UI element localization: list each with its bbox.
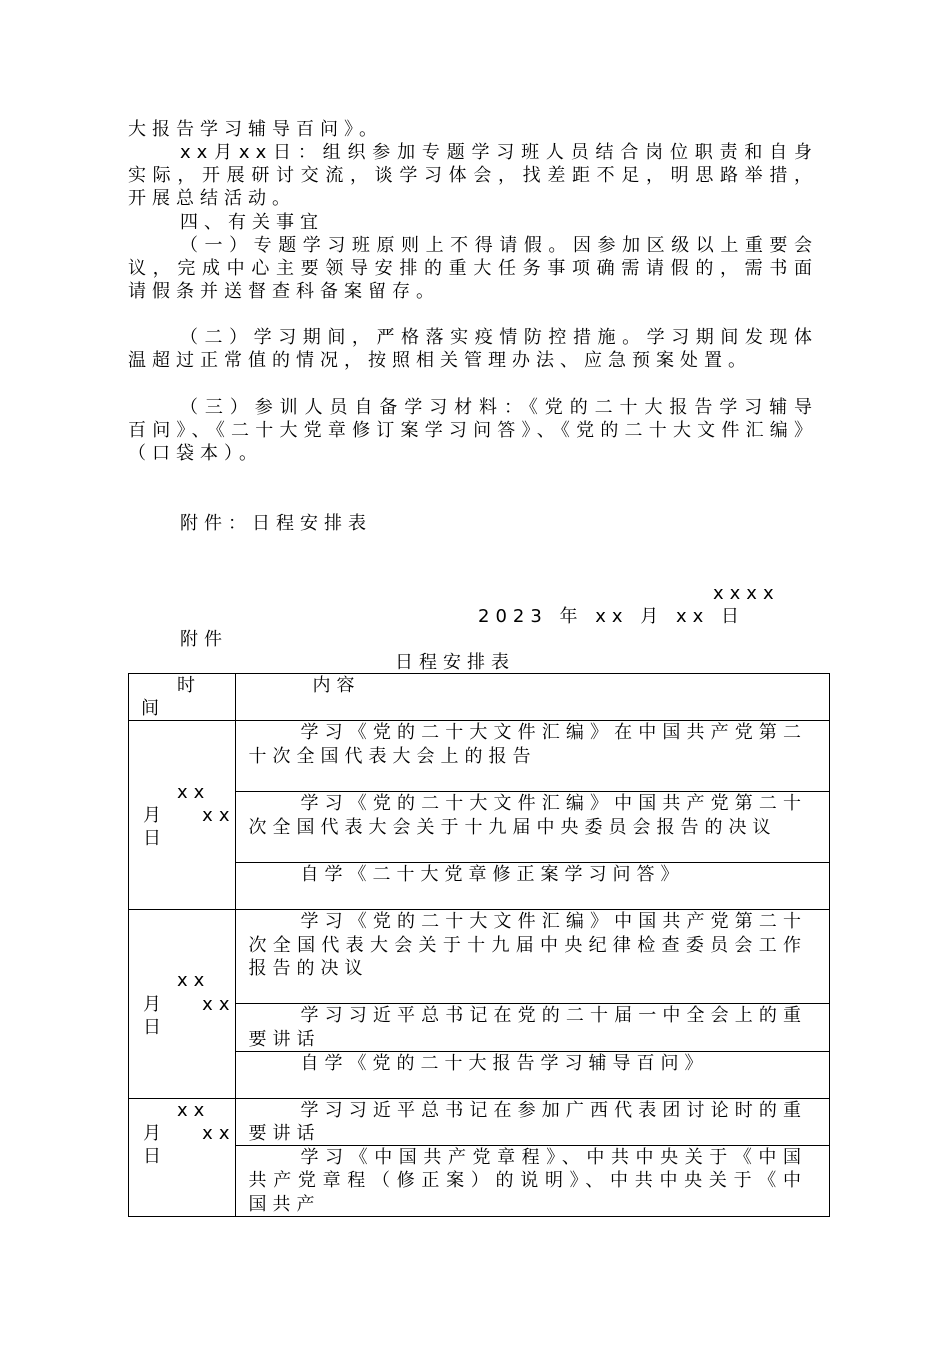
date-month: 月 xx [143,804,236,826]
schedule-item: 学习《中国共产党章程》、中共中央关于《中国共产党章程（修正案）的说明》、中共中央关于《中国共产 [248,1147,807,1215]
header-content-cell [236,674,830,721]
signature-org: xxxx [713,583,780,604]
header-time-1: 时 [177,675,201,696]
paragraph-continuation: 大报告学习辅导百问》。 [128,119,383,140]
schedule-item: 学习《党的二十大文件汇编》中国共产党第二十次全国代表大会关于十九届中央纪律检查委员会工作报告的决议 [248,911,807,979]
date-cell [129,1098,236,1216]
content-cell [236,721,830,792]
appendix-label: 附件 [180,629,228,650]
section-heading-matters: 四、有关事宜 [180,212,324,233]
schedule-item: 自学《党的二十大报告学习辅导百问》 [300,1052,709,1074]
content-cell [236,1051,830,1098]
schedule-item: 学习《党的二十大文件汇编》中国共产党第二十次全国代表大会关于十九届中央委员会报告的决议 [248,793,807,838]
schedule-item: 自学《二十大党章修正案学习问答》 [300,864,685,886]
table-title: 日程安排表 [395,652,515,673]
attachment-note: 附件：日程安排表 [180,513,372,534]
table-row [129,1098,830,1145]
date-month: 月 xx [143,1123,236,1145]
date-day: 日 [143,828,167,849]
paragraph-materials: （三）参训人员自备学习材料：《党的二十大报告学习辅导百问》、《二十大党章修订案学习问答》、《党的二十大文件汇编》（口袋本）。 [128,397,818,465]
date-cell [129,910,236,1098]
header-time-cell [129,674,236,721]
content-cell [236,792,830,863]
schedule-table [128,673,830,1217]
paragraph-summary-activity: xx月xx日：组织参加专题学习班人员结合岗位职责和自身实际，开展研讨交流，谈学习体会，找差距不足，明思路举措，开展总结活动。 [128,142,818,210]
date-xx: xx [177,970,211,992]
content-cell [236,910,830,1004]
date-xx: xx [177,1099,211,1121]
date-month: 月 xx [143,993,236,1015]
schedule-item: 学习习近平总书记在参加广西代表团讨论时的重要讲话 [248,1099,807,1145]
signature-date: 2023 年 xx 月 xx 日 [478,606,746,627]
schedule-item: 学习《党的二十大文件汇编》在中国共产党第二十次全国代表大会上的报告 [248,722,807,767]
header-content: 内容 [312,675,361,696]
table-row [129,910,830,1004]
date-day: 日 [143,1146,167,1168]
date-xx: xx [177,781,211,803]
content-cell [236,1098,830,1145]
content-cell [236,1146,830,1217]
date-cell [129,721,236,910]
paragraph-leave-policy: （一）专题学习班原则上不得请假。因参加区级以上重要会议，完成中心主要领导安排的重大任务事项确需请假的，需书面请假条并送督查科备案留存。 [128,235,818,303]
content-cell [236,863,830,910]
content-cell [236,1004,830,1051]
table-header-row [129,674,830,721]
header-time-2: 间 [141,698,165,720]
date-day: 日 [143,1016,167,1038]
paragraph-epidemic-control: （二）学习期间，严格落实疫情防控措施。学习期间发现体温超过正常值的情况，按照相关管理办法、应急预案处置。 [128,327,818,372]
table-row [129,721,830,792]
schedule-item: 学习习近平总书记在党的二十届一中全会上的重要讲话 [248,1005,807,1050]
